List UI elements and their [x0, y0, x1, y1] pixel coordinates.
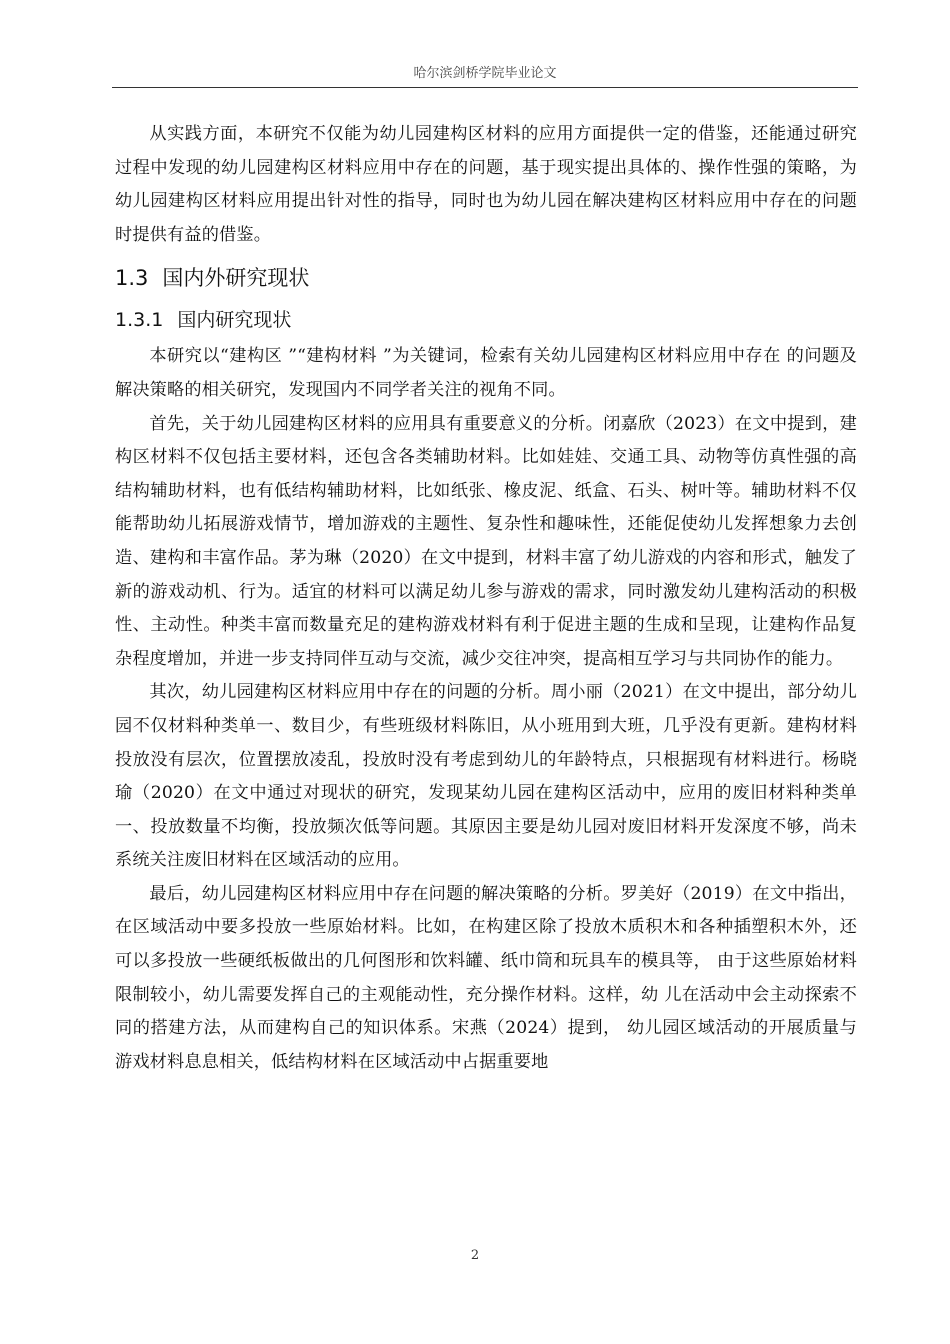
paragraph-first: 首先，关于幼儿园建构区材料的应用具有重要意义的分析。闭嘉欣（2023）在文中提到，建构区材料不仅包括主要材料，还包含各类辅助材料。比如娃娃、交通工具、动物等仿真性强的高结构辅助材料，也有低结构辅助材料，比如纸张、橡皮泥、纸盒、石头、树叶等。辅助材料不仅能帮助幼儿拓展游戏情节，增加游戏的主题性、复杂性和趣味性，还能促使幼儿发挥想象力去创造、建构和丰富作品。茅为琳（2020）在文中提到，材料丰富了幼儿游戏的内容和形式，触发了新的游戏动机、行为。适宜的材料可以满足幼儿参与游戏的需求，同时激发幼儿建构活动的积极性、主动性。种类丰富而数量充足的建构游戏材料有利于促进主题的生成和呈现，让建构作品复杂程度增加，并进一步支持同伴互动与交流，减少交往冲突，提高相互学习与共同协作的能力。 [115, 413, 857, 669]
subsection-heading-1-3-1 [115, 300, 857, 340]
section-heading-1-3 [115, 256, 857, 300]
paragraph-intro: 本研究以“建构区 ”“建构材料 ”为关键词，检索有关幼儿园建构区材料应用中存在 的问题及解决策略的相关研究，发现国内不同学者关注的视角不同。 [115, 346, 857, 400]
subsection-number: 1.3.1 [115, 309, 164, 332]
paragraph-last: 最后，幼儿园建构区材料应用中存在问题的解决策略的分析。罗美好（2019）在文中指出，在区域活动中要多投放一些原始材料。比如，在构建区除了投放木质积木和各种插塑积木外，还可以多投放一些硬纸板做出的几何图形和饮料罐、纸巾筒和玩具车的模具等， 由于这些原始材料限制较小，幼儿需要发挥自己的主观能动性，充分操作材料。这样，幼 儿在活动中会主动探索不同的搭建方法，从而建构自己的知识体系。宋燕（2024）提到， 幼儿园区域活动的开展质量与游戏材料息息相关，低结构材料在区域活动中占据重要地 [115, 883, 857, 1072]
paragraph-second: 其次，幼儿园建构区材料应用中存在的问题的分析。周小丽（2021）在文中提出，部分幼儿园不仅材料种类单一、数目少，有些班级材料陈旧，从小班用到大班，几乎没有更新。建构材料投放没有层次，位置摆放凌乱，投放时没有考虑到幼儿的年龄特点，只根据现有材料进行。杨晓瑜（2020）在文中通过对现状的研究，发现某幼儿园在建构区活动中，应用的废旧材料种类单一、投放数量不均衡，投放频次低等问题。其原因主要是幼儿园对废旧材料开发深度不够，尚未系统关注废旧材料在区域活动的应用。 [115, 682, 857, 871]
paragraph-practice: 从实践方面，本研究不仅能为幼儿园建构区材料的应用方面提供一定的借鉴，还能通过研究过程中发现的幼儿园建构区材料应用中存在的问题，基于现实提出具体的、操作性强的策略，为幼儿园建构区材料应用提出针对性的指导，同时也为幼儿园在解决建构区材料应用中存在的问题时提供有益的借鉴。 [115, 124, 857, 245]
section-title: 国内外研究现状 [162, 266, 310, 291]
subsection-title: 国内研究现状 [177, 309, 292, 332]
page-body [115, 118, 857, 1079]
page-number: 2 [470, 1248, 480, 1263]
running-header: 哈尔滨剑桥学院毕业论文 [413, 66, 557, 81]
section-number: 1.3 [115, 266, 149, 291]
header-divider [112, 87, 858, 88]
